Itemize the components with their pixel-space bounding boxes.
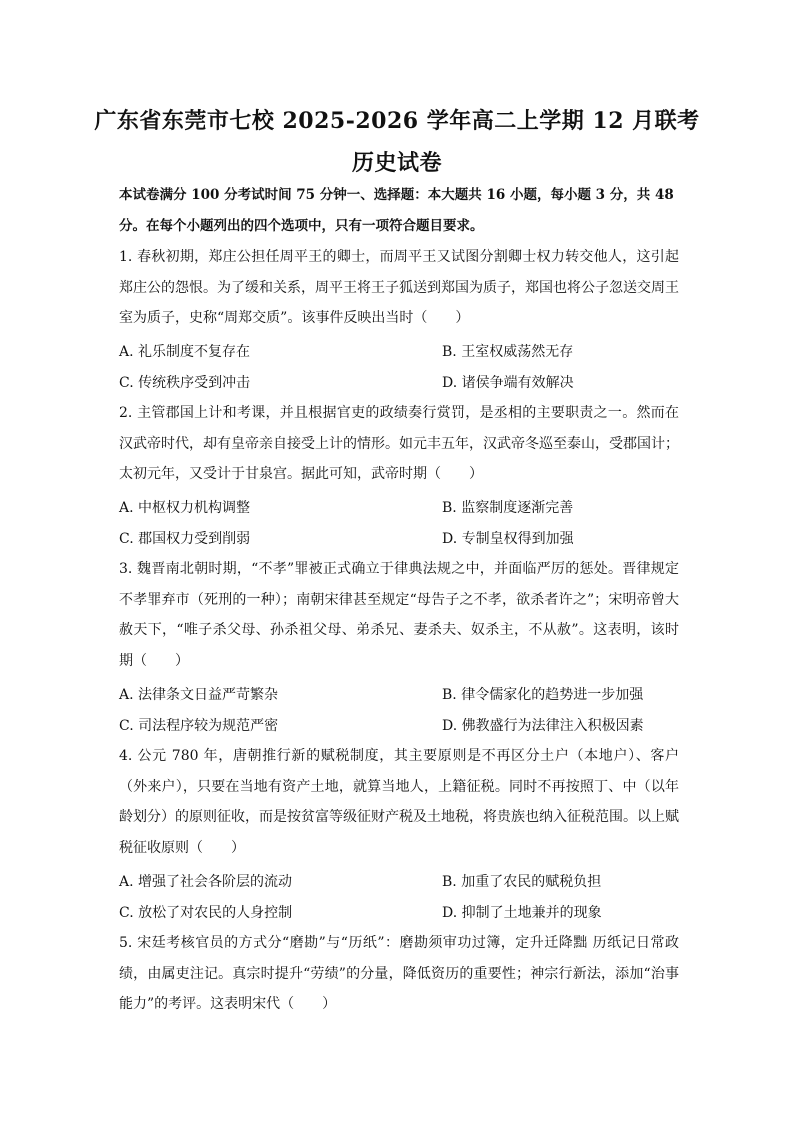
question-3-stem: 3. 魏晋南北朝时期，“不孝”罪被正式确立于律典法规之中，并面临严厉的惩处。晋律规定不孝罪弃市（死刑的一种）；南朝宋律甚至规定“母告子之不孝，欲杀者许之”；宋明帝曾大赦天下，“唯子杀父母、孙杀祖父母、弟杀兄、妻杀夫、奴杀主，不从赦”。这表明，该时期（ ） [119, 561, 679, 670]
question-2-option-b[interactable]: B. 监察制度逐渐完善 [442, 500, 574, 516]
question-2-option-d[interactable]: D. 专制皇权得到加强 [442, 531, 574, 547]
question-1-option-a[interactable]: A. 礼乐制度不复存在 [119, 344, 251, 360]
exam-subtitle: 历史试卷 [351, 150, 442, 176]
question-4-option-c[interactable]: C. 放松了对农民的人身控制 [119, 905, 293, 921]
question-3-option-d[interactable]: D. 佛教盛行为法律注入积极因素 [442, 718, 644, 734]
question-4-option-a[interactable]: A. 增强了社会各阶层的流动 [119, 874, 293, 890]
exam-title: 广东省东莞市七校 2025-2026 学年高二上学期 12 月联考 [94, 108, 700, 134]
question-4-option-b[interactable]: B. 加重了农民的赋税负担 [442, 874, 602, 890]
question-1-option-b[interactable]: B. 王室权威荡然无存 [442, 344, 574, 360]
question-2-stem: 2. 主管郡国上计和考课，并且根据官吏的政绩奏行赏罚，是丞相的主要职责之一。然而在汉武帝时代，却有皇帝亲自接受上计的情形。如元丰五年，汉武帝冬巡至泰山，受郡国计；太初元年，又受计于甘泉宫。据此可知，武帝时期（ ） [119, 405, 679, 483]
question-3-option-c[interactable]: C. 司法程序较为规范严密 [119, 718, 279, 734]
question-1-option-d[interactable]: D. 诸侯争端有效解决 [442, 375, 574, 391]
question-2-option-a[interactable]: A. 中枢权力机构调整 [119, 500, 251, 516]
exam-instructions: 本试卷满分 100 分考试时间 75 分钟一、选择题：本大题共 16 小题，每小题 3 分，共 48 分。在每个小题列出的四个选项中，只有一项符合题目要求。 [119, 187, 674, 234]
question-5-stem: 5. 宋廷考核官员的方式分“磨勘”与“历纸”：磨勘须审功过簿，定升迁降黜 历纸记日常政绩，由属吏注记。真宗时提升“劳绩”的分量，降低资历的重要性；神宗行新法，添加“治事能力”的考评。这表明宋代（ ） [119, 935, 679, 1013]
question-2-option-c[interactable]: C. 郡国权力受到削弱 [119, 531, 251, 547]
question-3-option-b[interactable]: B. 律令儒家化的趋势进一步加强 [442, 687, 644, 703]
question-4-stem: 4. 公元 780 年，唐朝推行新的赋税制度，其主要原则是不再区分土户（本地户）、客户（外来户），只要在当地有资产土地，就算当地人，上籍征税。同时不再按照丁、中（以年龄划分）的原则征收，而是按贫富等级征财产税及土地税，将贵族也纳入征税范围。以上赋税征收原则（ ） [119, 748, 679, 857]
question-1-option-c[interactable]: C. 传统秩序受到冲击 [119, 375, 251, 391]
question-3-option-a[interactable]: A. 法律条文日益严苛繁杂 [119, 687, 279, 703]
question-4-option-d[interactable]: D. 抑制了土地兼并的现象 [442, 905, 602, 921]
question-1-stem: 1. 春秋初期，郑庄公担任周平王的卿士，而周平王又试图分割卿士权力转交他人，这引起郑庄公的怨恨。为了缓和关系，周平王将王子狐送到郑国为质子，郑国也将公子忽送交周王室为质子，史称“周郑交质”。该事件反映出当时（ ） [119, 249, 679, 327]
